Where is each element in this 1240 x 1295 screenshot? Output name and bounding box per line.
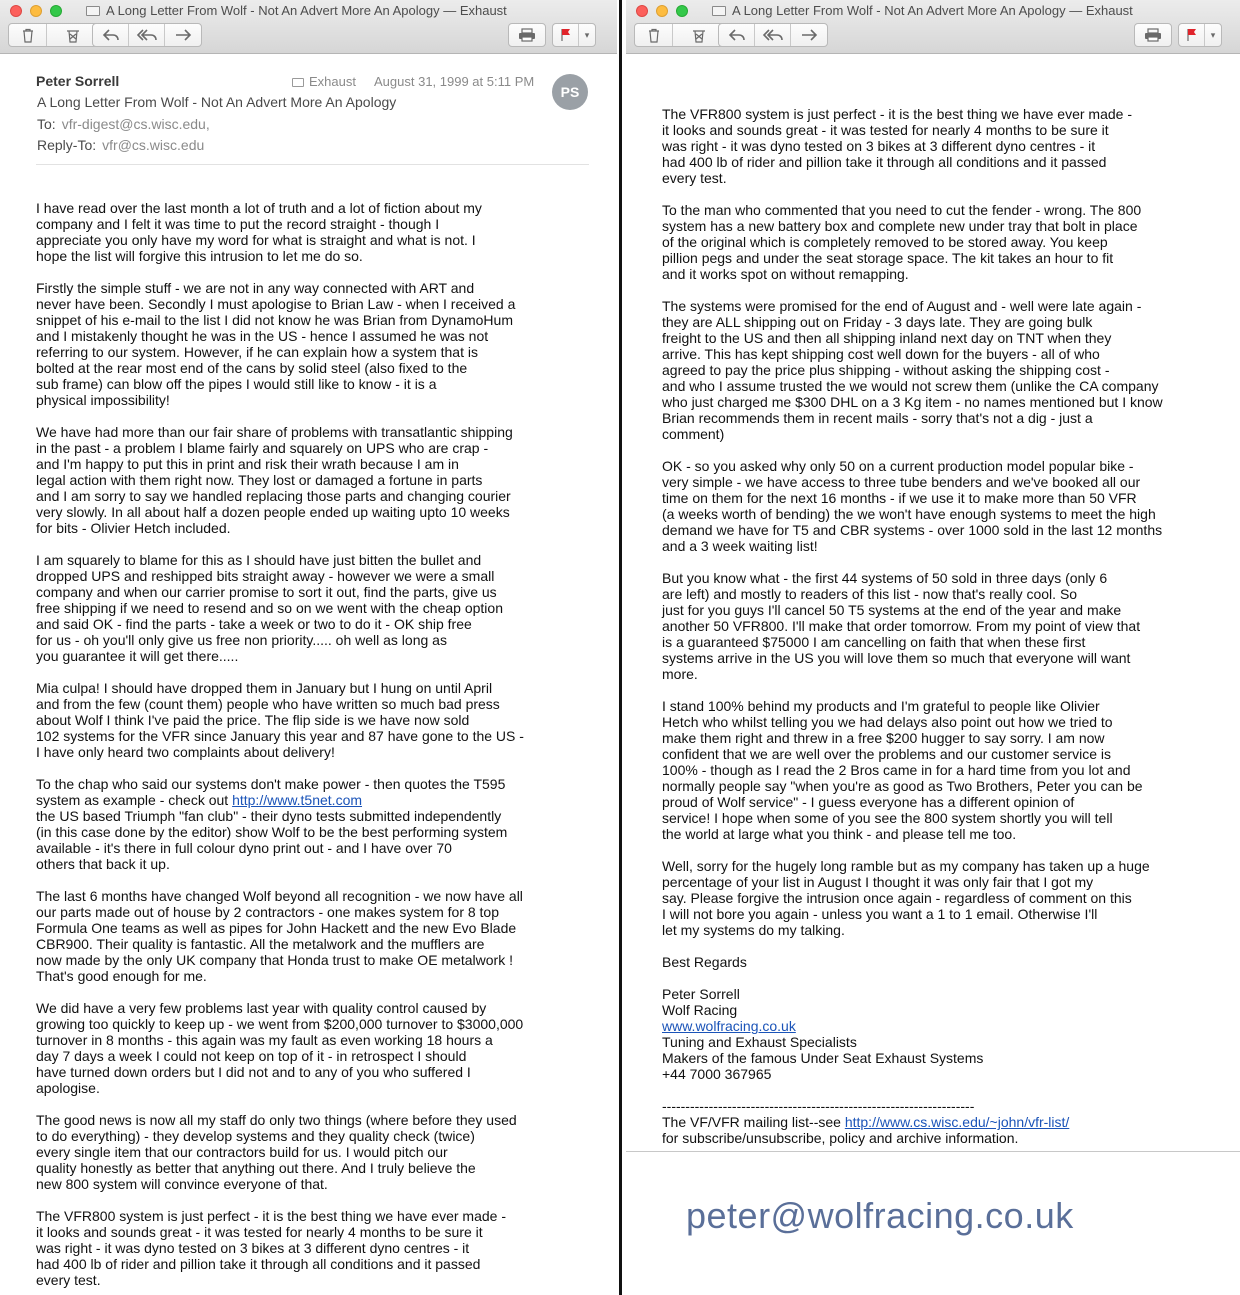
printer-icon[interactable]: [508, 23, 546, 47]
body-paragraph: The VFR800 system is just perfect - it is the best thing we have ever made - it looks and sounds great - it was tested for nearly 4 months to be sure it was right - it was dyno tested on 3 bikes at 3 different dyno centres - it had 400 lb of rider and pillion take it through all conditions and it passed every test.: [662, 106, 1132, 186]
body-paragraph: The VFR800 system is just perfect - it is the best thing we have ever made - it looks and sounds great - it was tested for nearly 4 months to be sure it was right - it was dyno tested on 3 bikes at 3 different dyno centres - it had 400 lb of rider and pillion take it through all conditions and it passed every test.: [36, 1208, 506, 1288]
signature-line: Tuning and Exhaust Specialists: [662, 1034, 857, 1050]
avatar: PS: [552, 74, 588, 110]
body-text: To the chap who said our systems don't make power - then quotes the T595 system as example - check out: [36, 776, 506, 808]
envelope-icon: [712, 6, 726, 16]
mail-window-left: [0, 0, 617, 1295]
trash-icon[interactable]: [9, 24, 47, 46]
body-paragraph: But you know what - the first 44 systems of 50 sold in three days (only 6 are left) and mostly to readers of this list - now that's really cool. So just for you guys I'll cancel 50 T5 systems at the end of the year and make another 50 VFR800. I'll make that order tomorrow. From my point of view that is a guaranteed $75000 I am cancelling on faith that when these first systems arrive in the US you will love them so much that everyone will want more.: [662, 570, 1141, 682]
message-header: [0, 54, 617, 166]
header-divider: [36, 164, 589, 165]
t5net-link[interactable]: http://www.t5net.com: [232, 792, 363, 808]
body-paragraph: I have read over the last month a lot of truth and a lot of fiction about my company and I felt it was time to put the record straight - though I appreciate you only have my word for what is straight and what is not. I hope the list will forgive this intrusion to let me do so.: [36, 200, 482, 264]
reply-icon[interactable]: [719, 24, 755, 46]
to-row: [37, 116, 210, 132]
chevron-down-icon[interactable]: ▾: [1210, 29, 1216, 40]
body-paragraph: The systems were promised for the end of August and - well were late again - they are ALL shipping out on Friday - 3 days late. They are going bulk freight to the US and then all shipping inland next day on TNT when they arrive. This has kept shipping cost well down for the buyers - all of who agreed to pay the price plus shipping - without asking the shipping cost - and who I assume trusted the we would not screw them (unlike the CA company who just charged me $300 DHL on a 3 Kg item - no names mentioned but I know Brian recommends them in recent mails - sorry that's not a dig - just a comment): [662, 298, 1163, 442]
signature-company: Wolf Racing: [662, 1002, 738, 1018]
signature-website-link[interactable]: www.wolfracing.co.uk: [662, 1018, 796, 1034]
reply-group: [92, 23, 202, 47]
forward-icon[interactable]: [791, 24, 827, 46]
folder-label: [292, 74, 356, 89]
envelope-icon: [86, 6, 100, 16]
window-title: [86, 3, 613, 18]
closing: Best Regards: [662, 954, 747, 970]
flag-group: [552, 23, 596, 47]
reply-to-address[interactable]: vfr@cs.wisc.edu: [102, 137, 205, 153]
to-address[interactable]: vfr-digest@cs.wisc.edu,: [61, 116, 210, 132]
vfr-list-link[interactable]: http://www.cs.wisc.edu/~john/vfr-list/: [844, 1114, 1070, 1130]
footer-text: The VF/VFR mailing list--see: [662, 1114, 845, 1130]
list-footer: [662, 1098, 1163, 1146]
to-label: To:: [37, 116, 56, 132]
minimize-window-button[interactable]: [656, 5, 668, 17]
body-paragraph: The good news is now all my staff do only two things (where before they used to do everything) - they develop systems and they quality check (twice) every single item that our contractors build for us. I would pitch our quality honestly as better that anything out there. And I truly believe the new 800 system will convince everyone of that.: [36, 1112, 517, 1192]
body-text: the US based Triumph "fan club" - their dyno tests submitted independently (in this case done by the editor) show Wolf to be the best performing system available - it's there in full colour dyno print out - and I have over 70 others that back it up.: [36, 808, 508, 872]
window-title-text: A Long Letter From Wolf - Not An Advert More An Apology — Exhaust: [732, 3, 1133, 18]
delete-junk-group: [8, 23, 100, 47]
signature-block: [662, 986, 1163, 1082]
body-paragraph: The last 6 months have changed Wolf beyond all recognition - we now have all our parts made out of house by 2 contractors - one makes system for 8 top Formula One teams as well as pipes for John Hackett and the new Evo Blade CBR900. Their quality is fantastic. All the metalwork and the mufflers are now made by the only UK company that Honda trust to make OE metalwork ! That's good enough for me.: [36, 888, 523, 984]
footer-rule: -------------------------------------------------------------------: [662, 1098, 975, 1114]
body-paragraph: Well, sorry for the hugely long ramble but as my company has taken up a huge percentage of your list in August I thought it was only fair that I got my say. Please forgive the intrusion once again - regardless of comment on this I will not bore you again - unless you want a 1 to 1 email. Otherwise I'll let my systems do my talking.: [662, 858, 1150, 938]
message-date: August 31, 1999 at 5:11 PM: [374, 74, 535, 89]
printer-icon[interactable]: [1134, 23, 1172, 47]
folder-icon: [292, 78, 304, 87]
title-bar: [626, 0, 1240, 54]
close-window-button[interactable]: [636, 5, 648, 17]
flag-icon[interactable]: [1179, 24, 1205, 46]
email-overlay-text: peter@wolfracing.co.uk: [686, 1195, 1074, 1236]
trash-icon[interactable]: [635, 24, 673, 46]
window-title-text: A Long Letter From Wolf - Not An Advert More An Apology — Exhaust: [106, 3, 507, 18]
message-body-continued: [662, 90, 1163, 1162]
body-paragraph: OK - so you asked why only 50 on a current production model popular bike - very simple - we have access to three tube benders and we've booked all our time on them for the next 16 months - if we use it to make more than 50 VFR (a weeks worth of bending) the we won't have enough systems to meet the high demand we have for T5 and CBR systems - over 1000 sold in the last 12 months and a 3 week waiting list!: [662, 458, 1163, 554]
message-subject: A Long Letter From Wolf - Not An Advert More An Apology: [37, 94, 397, 110]
signature-name: Peter Sorrell: [662, 986, 740, 1002]
folder-name: Exhaust: [309, 74, 356, 89]
sender-name: Peter Sorrell: [36, 73, 120, 89]
minimize-window-button[interactable]: [30, 5, 42, 17]
flag-group: [1178, 23, 1222, 47]
body-paragraph: We did have a very few problems last year with quality control caused by growing too quickly to keep up - we went from $200,000 turnover to $3000,000 turnover in 8 months - this again was my fault as even working 18 hours a day 7 days a week I could not keep on top of it - in retrospect I should have turned down orders but I did not and to any of you who suffered I apologise.: [36, 1000, 524, 1096]
body-paragraph: We have had more than our fair share of problems with transatlantic shipping in the past - a problem I blame fairly and squarely on UPS who are crap - and I'm happy to put this in print and risk their wrath because I am in legal action with them right now. They lost or damaged a fortune in parts and I am sorry to say we handled replacing those parts and changing courier very slowly. In all about half a dozen people ended up waiting upto 10 weeks for bits - Olivier Hetch included.: [36, 424, 513, 536]
signature-phone: +44 7000 367965: [662, 1066, 772, 1082]
reply-group: [718, 23, 828, 47]
forward-icon[interactable]: [165, 24, 201, 46]
chevron-down-icon[interactable]: ▾: [584, 29, 590, 40]
body-paragraph: Firstly the simple stuff - we are not in any way connected with ART and never have been. Secondly I must apologise to Brian Law - when I received a snippet of his e-mail to the list I did not know he was Brian from DynamoHum and I mistakenly thought he was in the US - hence I assumed he was not referring to our system. However, if he can explain how a system that is bolted at the rear most end of the cans by solid steel (also fixed to the sub frame) can blow off the pipes I would still like to know - it is a physical impossibility!: [36, 280, 516, 408]
footer-line: for subscribe/unsubscribe, policy and archive information.: [662, 1130, 1019, 1146]
reply-all-icon[interactable]: [129, 24, 165, 46]
body-paragraph: To the man who commented that you need to cut the fender - wrong. The 800 system has a new battery box and complete new under tray that bolt in place of the original which is completely removed to be stored away. You keep pillion pegs and under the seat storage space. The kit takes an hour to fit and it works spot on without remapping.: [662, 202, 1142, 282]
body-paragraph: I stand 100% behind my products and I'm grateful to people like Olivier Hetch who whilst telling you we had delays also point out how we tried to make them right and threw in a free $200 hugger to say sorry. I am now confident that we are well over the problems and our customer service is 100% - though as I read the 2 Bros came in for a hard time from you lot and normally people say "when you're as good as Two Brothers, Peter you can be proud of Wolf service" - I guess everyone has a different opinion of service! I hope when some of you see the 800 system shortly you will tell the world at large what you think - and please tell me too.: [662, 698, 1143, 842]
window-divider: [619, 0, 622, 1295]
body-paragraph: Mia culpa! I should have dropped them in January but I hung on until April and from the few (count them) people who have written so much bad press about Wolf I think I've paid the price. The flip side is we have now sold 102 systems for the VFR since January this year and 87 have gone to the US - I have only heard two complaints about delivery!: [36, 680, 524, 760]
zoom-window-button[interactable]: [50, 5, 62, 17]
delete-junk-group: [634, 23, 726, 47]
footer-line: [662, 1114, 1163, 1130]
reply-icon[interactable]: [93, 24, 129, 46]
message-body: [36, 184, 524, 1295]
flag-icon[interactable]: [553, 24, 579, 46]
reply-all-icon[interactable]: [755, 24, 791, 46]
close-window-button[interactable]: [10, 5, 22, 17]
reply-to-row: [37, 137, 204, 153]
title-bar: [0, 0, 617, 54]
zoom-window-button[interactable]: [676, 5, 688, 17]
signature-line: Makers of the famous Under Seat Exhaust Systems: [662, 1050, 984, 1066]
reply-to-label: Reply-To:: [37, 137, 97, 153]
body-paragraph: I am squarely to blame for this as I should have just bitten the bullet and dropped UPS and reshipped bits straight away - however we were a small company and when our carrier promise to sort it out, find the parts, give us free shipping if we need to resend and so on we went with the cheap option and said OK - find the parts - take a week or two to do it - OK ship free for us - oh you'll only give us free non priority..... oh well as long as you guarantee it will get there.....: [36, 552, 503, 664]
body-paragraph: [36, 776, 524, 872]
window-title: [712, 3, 1236, 18]
